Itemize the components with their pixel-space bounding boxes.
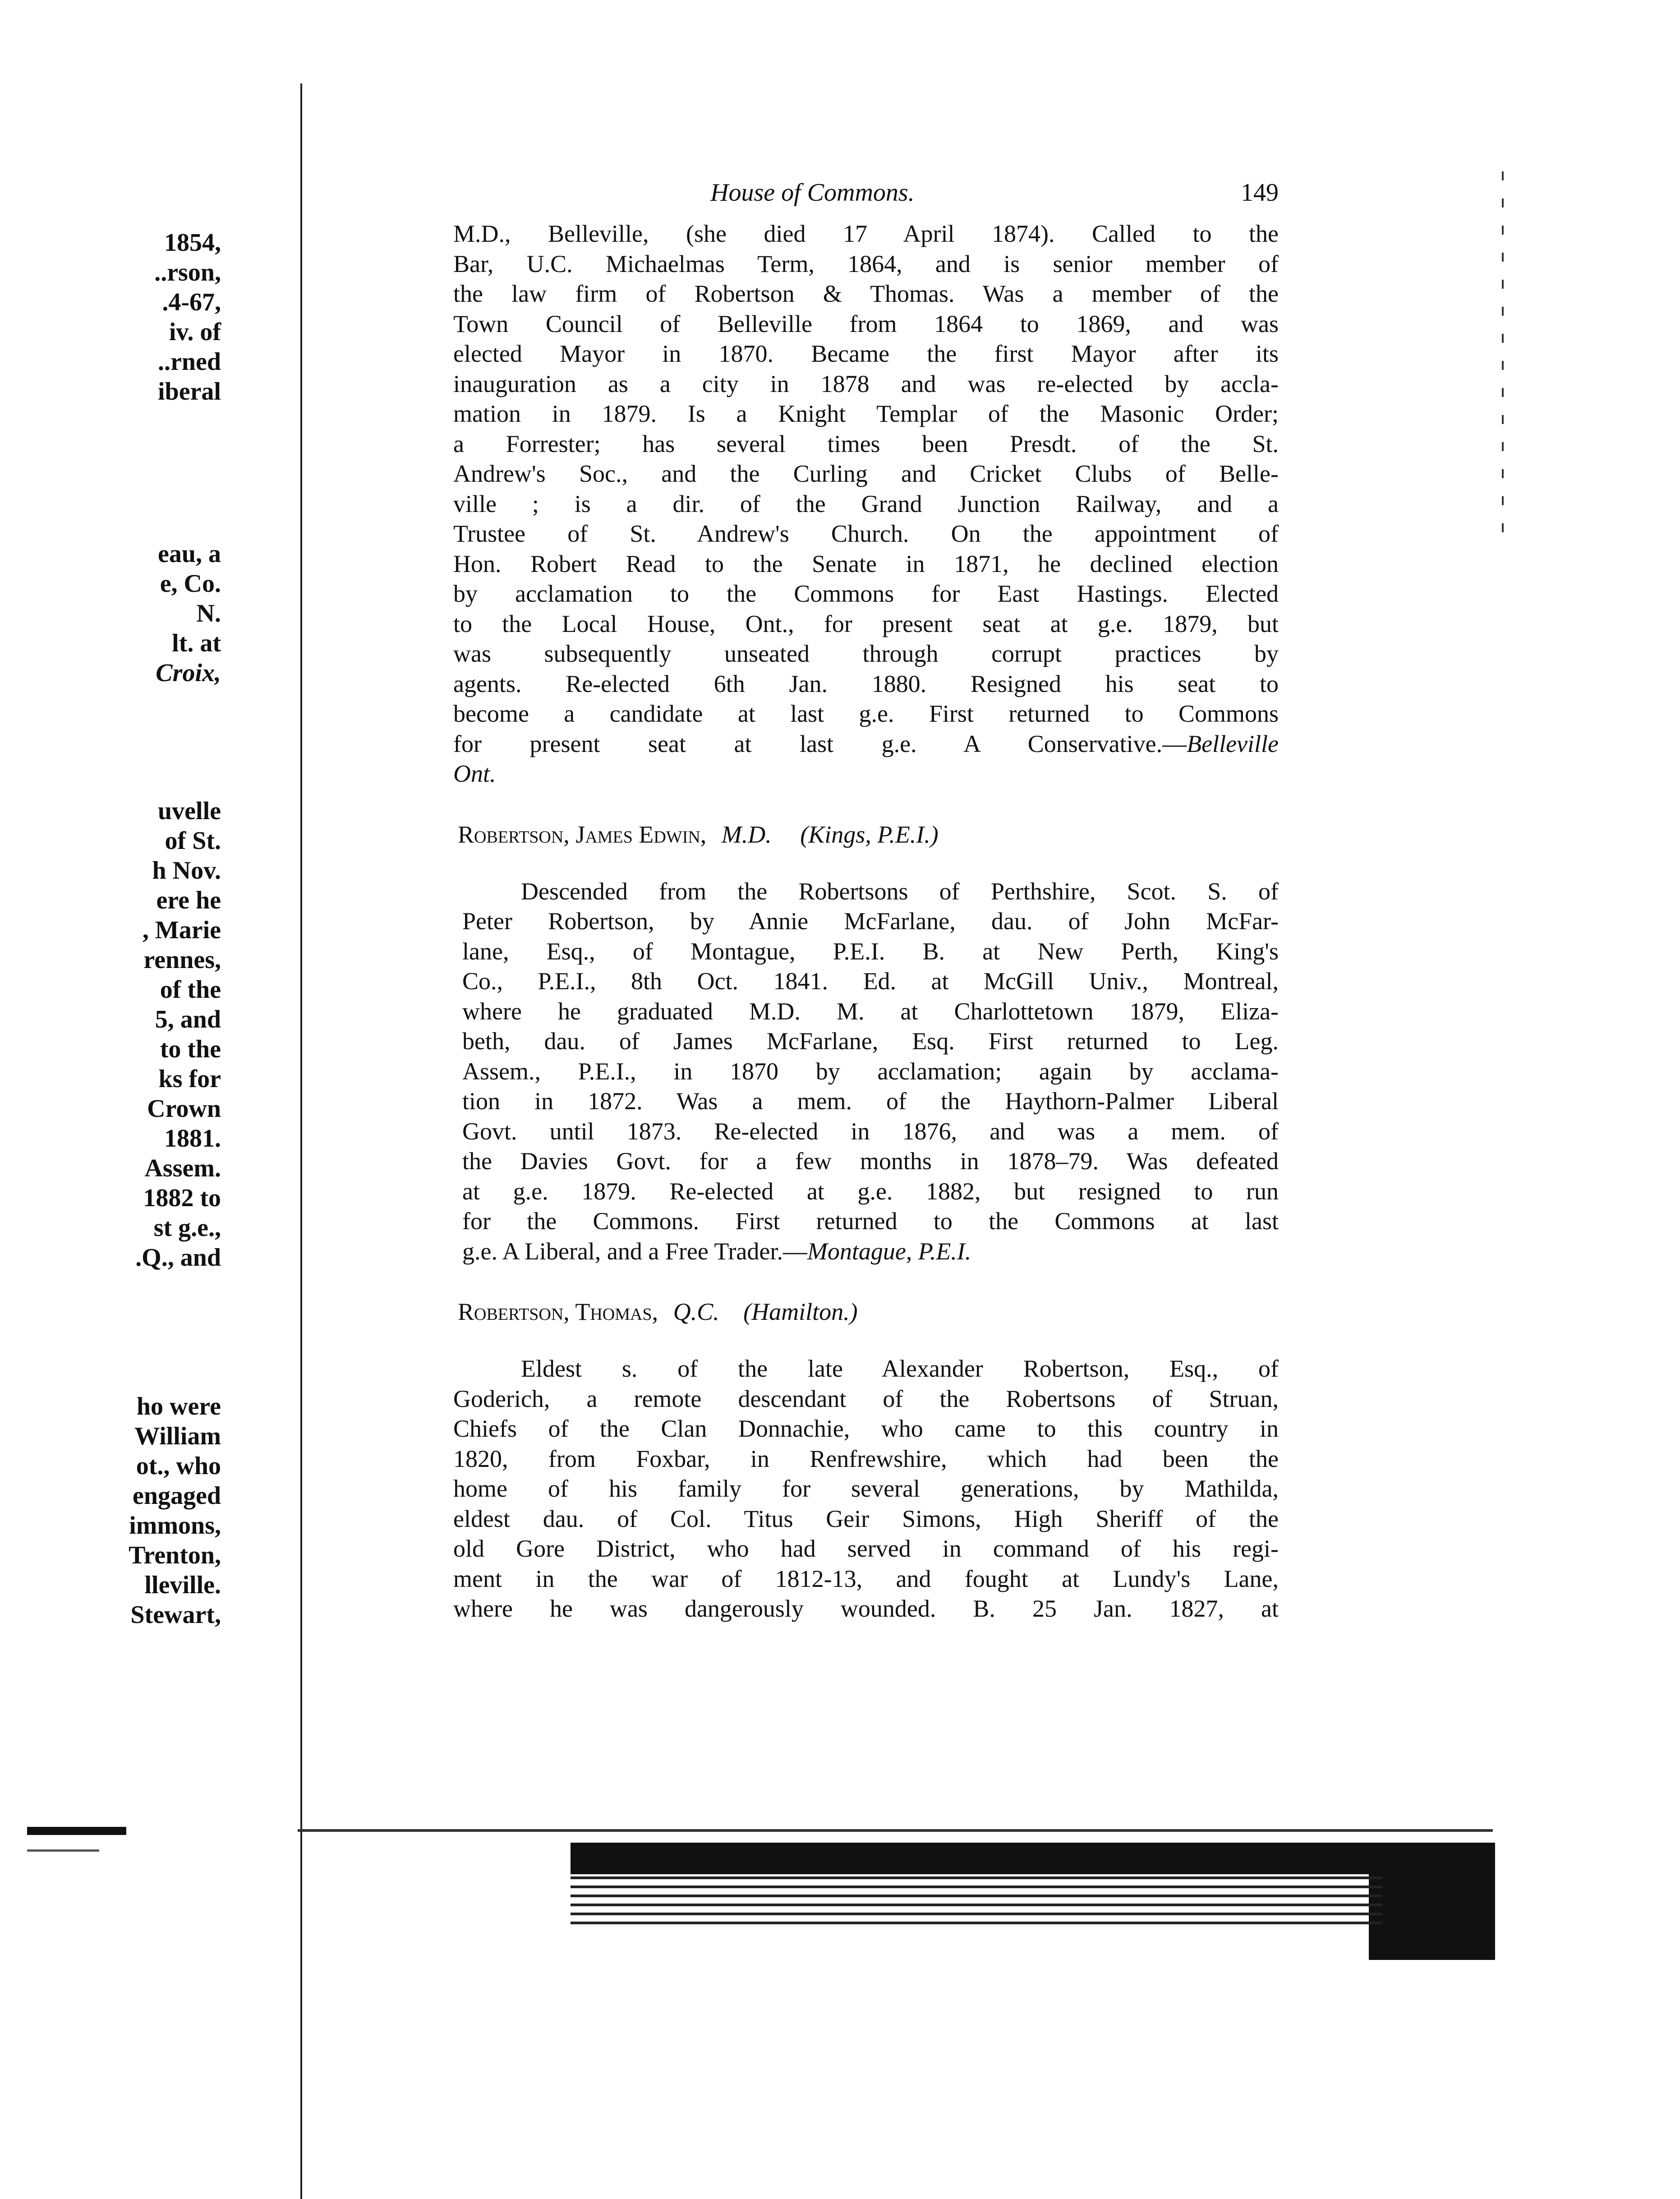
fragment-line: ..rned [158,348,221,376]
place-name: Montague, P.E.I. [807,1237,971,1265]
entry-heading [458,1296,1279,1328]
fragment-line: of the [160,976,221,1004]
text-line: eldest dau. of Col. Titus Geir Simons, High Sheriff of the [453,1505,1279,1532]
fragment-line: .4-67, [162,288,221,316]
fragment-line: Assem. [144,1154,221,1182]
fragment-line: Stewart, [130,1601,221,1629]
bottom-rule [298,1829,1493,1832]
fragment-line: immons, [129,1512,221,1540]
fragment-block-3 [27,796,221,1272]
book-page [453,178,1279,1624]
text-line: was subsequently unseated through corrupt practices by [453,640,1279,667]
text-line: where he graduated M.D. M. at Charlottetown 1879, Eliza- [462,997,1279,1025]
page-edge-stack [571,1876,1382,1926]
fragment-line: William [134,1422,221,1450]
fragment-line: to the [160,1035,221,1063]
fragment-line: ks for [158,1065,221,1093]
text-line: old Gore District, who had served in command of his regi- [453,1535,1279,1562]
text-line [453,729,1279,759]
text-line: inauguration as a city in 1878 and was re-elected by accla- [453,370,1279,397]
entry-title: Q.C. [673,1298,719,1325]
fragment-block-4 [27,1392,221,1630]
place-name: Belleville [1187,730,1279,757]
text-line: Andrew's Soc., and the Curling and Cricket Clubs of Belle- [453,460,1279,487]
scan-edge-speck [1502,171,1504,541]
text-fragment: g.e. A Liberal, and a Free Trader.— [462,1237,807,1265]
entry-name: Robertson, Thomas, [458,1298,658,1325]
text-line: Goderich, a remote descendant of the Robertsons of Struan, [453,1385,1279,1412]
text-line: 1820, from Foxbar, in Renfrewshire, which had been the [453,1445,1279,1472]
text-line: the Davies Govt. for a few months in 1878–79. Was defeated [462,1148,1279,1175]
fragment-line: rennes, [143,946,221,974]
scan-smudge [27,1849,99,1852]
text-line: where he was dangerously wounded. B. 25 Jan. 1827, at [453,1595,1279,1622]
fragment-line: ho were [136,1392,221,1420]
biography-paragraph [453,219,1279,789]
text-line: home of his family for several generations, by Mathilda, [453,1475,1279,1502]
fragment-line: of St. [165,827,221,855]
text-line: agents. Re-elected 6th Jan. 1880. Resigned his seat to [453,670,1279,697]
fragment-line: ..rson, [154,258,221,286]
fragment-line: Croix, [156,659,221,687]
text-line: Co., P.E.I., 8th Oct. 1841. Ed. at McGill Univ., Montreal, [462,968,1279,995]
page-edge-shadow [571,1843,1495,1874]
entry-riding: (Kings, P.E.I.) [800,821,939,848]
binding-gutter [300,83,302,2199]
fragment-line: Crown [147,1095,221,1123]
text-line: Descended from the Robertsons of Perthshire, Scot. S. of [521,877,1279,905]
text-line: ville ; is a dir. of the Grand Junction Railway, and a [453,490,1279,517]
text-line: Assem., P.E.I., in 1870 by acclamation; again by acclama- [462,1057,1279,1085]
biography-paragraph [453,1354,1279,1624]
fragment-line: , Marie [142,916,221,944]
scan-smudge [27,1827,126,1835]
fragment-line: .Q., and [135,1244,221,1272]
text-line: tion in 1872. Was a mem. of the Haythorn-Palmer Liberal [462,1088,1279,1115]
fragment-line: iberal [158,378,221,406]
text-line: a Forrester; has several times been Presdt. of the St. [453,430,1279,457]
text-line: by acclamation to the Commons for East Hastings. Elected [453,580,1279,607]
text-line: Town Council of Belleville from 1864 to 1869, and was [453,310,1279,337]
fragment-line: Trenton, [129,1541,221,1569]
fragment-line: uvelle [158,797,221,825]
text-line: Trustee of St. Andrew's Church. On the appointment of [453,520,1279,547]
entry-name: Robertson, James Edwin, [458,821,707,848]
fragment-line: lt. at [172,629,221,657]
text-line: to the Local House, Ont., for present seat at g.e. 1879, but [453,610,1279,637]
fragment-line: e, Co. [160,570,221,598]
text-fragment: for present seat at last g.e. A Conservative.— [453,730,1187,757]
fragment-line: 5, and [155,1005,221,1033]
fragment-line: N. [196,599,221,627]
text-line: at g.e. 1879. Re-elected at g.e. 1882, but resigned to run [462,1177,1279,1205]
fragment-line: lleville. [144,1571,221,1599]
page-edge-shadow [1369,1843,1495,1960]
fragment-line: iv. of [169,318,221,346]
fragment-line: ere he [156,886,221,914]
fragment-block-2 [27,539,221,688]
biography-paragraph [453,876,1279,1267]
text-line: become a candidate at last g.e. First returned to Commons [453,700,1279,727]
text-line: Eldest s. of the late Alexander Robertson, Esq., of [521,1355,1279,1382]
text-line: Chiefs of the Clan Donnachie, who came to this country in [453,1415,1279,1442]
fragment-line: 1882 to [143,1184,221,1212]
text-line: Hon. Robert Read to the Senate in 1871, he declined election [453,550,1279,577]
page-header [453,178,1279,219]
text-line [462,1236,1279,1267]
fragment-line: ot., who [136,1452,221,1480]
fragment-block-1 [27,228,221,406]
text-line: Govt. until 1873. Re-elected in 1876, and was a mem. of [462,1117,1279,1145]
fragment-line: h Nov. [152,857,221,885]
fragment-line: 1854, [164,229,221,257]
page-number: 149 [1241,179,1279,207]
text-line: mation in 1879. Is a Knight Templar of the Masonic Order; [453,400,1279,427]
text-line: Bar, U.C. Michaelmas Term, 1864, and is senior member of [453,250,1279,277]
text-line: the law firm of Robertson & Thomas. Was a member of the [453,280,1279,307]
text-line: lane, Esq., of Montague, P.E.I. B. at New Perth, King's [462,937,1279,965]
fragment-line: st g.e., [153,1214,221,1242]
fragment-line: 1881. [164,1125,221,1153]
text-line: Peter Robertson, by Annie McFarlane, dau. of John McFar- [462,908,1279,935]
entry-heading [458,819,1279,850]
text-line: M.D., Belleville, (she died 17 April 1874). Called to the [453,220,1279,247]
fragment-line: eau, a [158,540,221,568]
running-title: House of Commons. [710,179,915,207]
text-line: Ont. [453,760,496,787]
text-line: ment in the war of 1812-13, and fought at Lundy's Lane, [453,1565,1279,1592]
text-line: elected Mayor in 1870. Became the first Mayor after its [453,340,1279,367]
text-line: for the Commons. First returned to the Commons at last [462,1208,1279,1235]
entry-riding: (Hamilton.) [743,1298,858,1325]
entry-title: M.D. [721,821,772,848]
fragment-line: engaged [133,1482,221,1510]
text-line: beth, dau. of James McFarlane, Esq. First returned to Leg. [462,1028,1279,1055]
